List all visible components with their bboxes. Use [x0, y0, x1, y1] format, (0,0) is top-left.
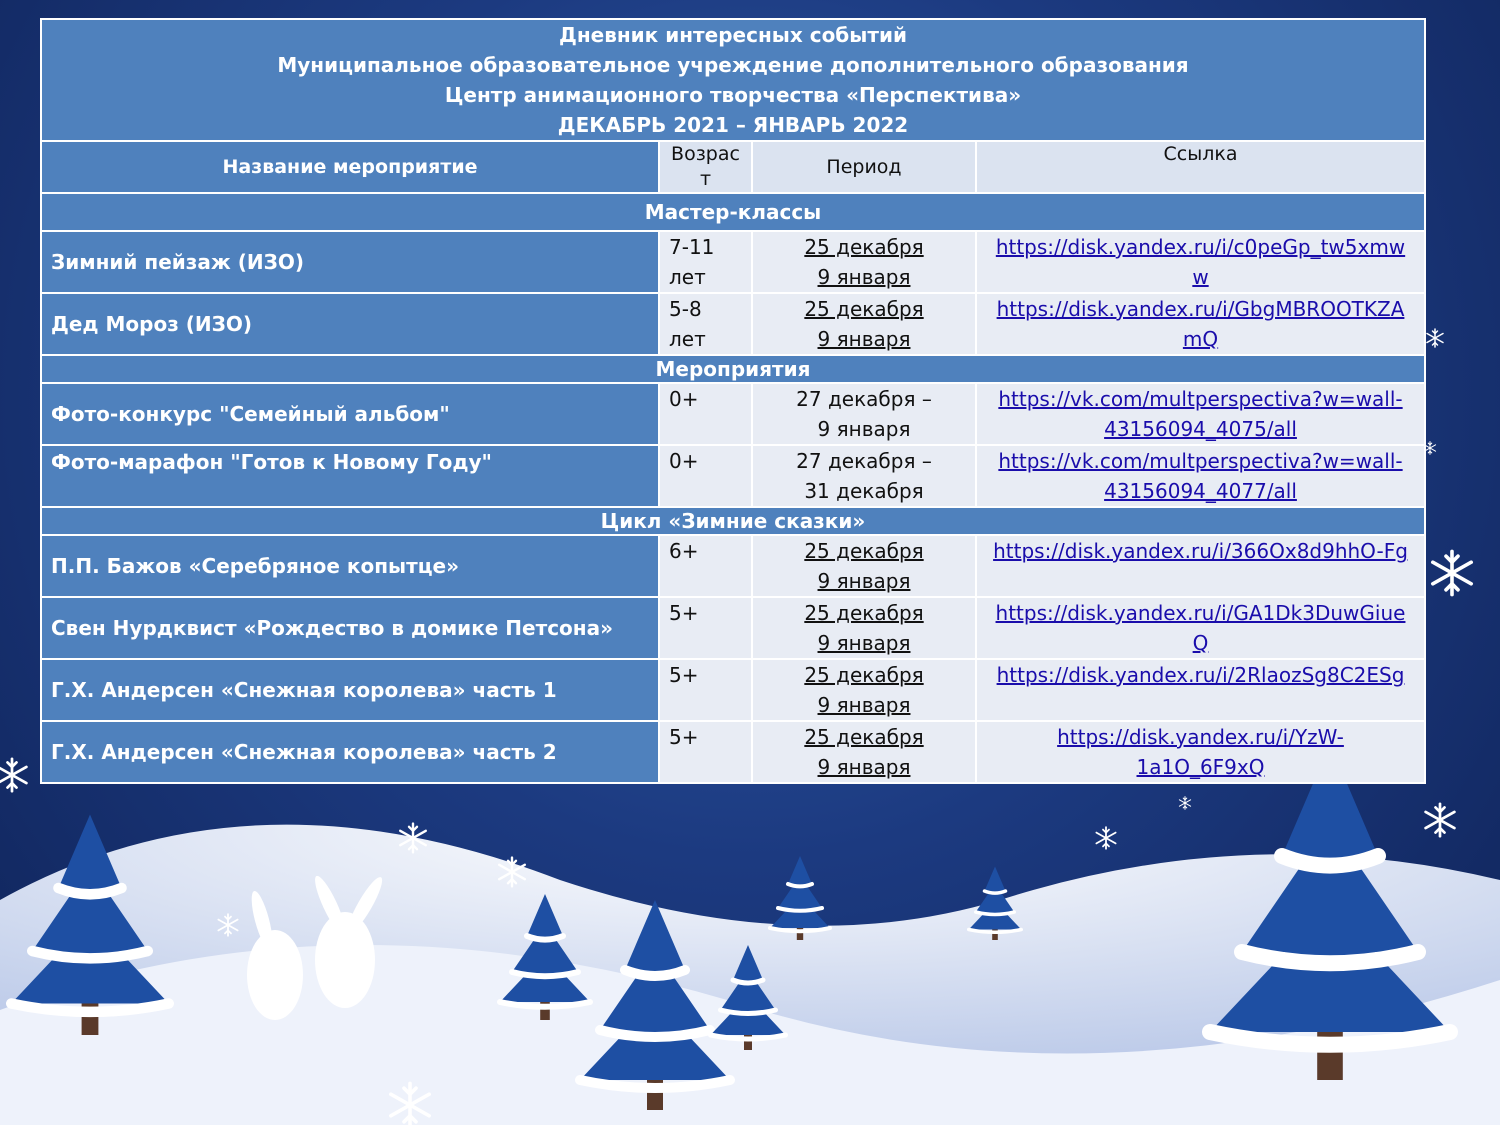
- table-row: [41, 721, 1425, 783]
- event-link-url[interactable]: https://vk.com/multperspectiva?w=wall- 43156094_4077/all: [998, 449, 1403, 503]
- event-name: Фото-марафон "Готов к Новому Году": [41, 445, 659, 507]
- table-row: [41, 597, 1425, 659]
- table-row: [41, 445, 1425, 507]
- event-link-url[interactable]: https://disk.yandex.ru/i/GA1Dk3DuwGiue Q: [995, 601, 1406, 655]
- event-link[interactable]: [976, 659, 1425, 721]
- header-period: ДЕКАБРЬ 2021 – ЯНВАРЬ 2022: [557, 113, 909, 137]
- column-header-link: Ссылка: [976, 141, 1425, 193]
- event-link-url[interactable]: https://disk.yandex.ru/i/GbgMBROOTKZA mQ: [996, 297, 1405, 351]
- event-period: 25 декабря 9 января: [752, 535, 976, 597]
- event-age: 5-8 лет: [659, 293, 752, 355]
- section-events: Мероприятия: [41, 355, 1425, 383]
- event-link[interactable]: [976, 597, 1425, 659]
- event-link[interactable]: [976, 445, 1425, 507]
- event-name: Свен Нурдквист «Рождество в домике Петсона»: [41, 597, 659, 659]
- column-header-age-line1: Возрас: [671, 143, 740, 165]
- event-link-url[interactable]: https://disk.yandex.ru/i/366Ox8d9hhO-Fg: [993, 539, 1408, 563]
- event-age: 5+: [659, 597, 752, 659]
- event-link[interactable]: [976, 383, 1425, 445]
- column-header-age: [659, 141, 752, 193]
- event-age: 0+: [659, 383, 752, 445]
- table-row: [41, 535, 1425, 597]
- table-row: [41, 383, 1425, 445]
- event-link[interactable]: [976, 293, 1425, 355]
- section-master-classes: Мастер-классы: [41, 193, 1425, 231]
- table-header: [41, 19, 1425, 141]
- event-name: П.П. Бажов «Серебряное копытце»: [41, 535, 659, 597]
- event-period: 25 декабря 9 января: [752, 597, 976, 659]
- event-age: 5+: [659, 721, 752, 783]
- event-link-url[interactable]: https://disk.yandex.ru/i/YzW- 1a1O_6F9xQ: [1057, 725, 1344, 779]
- events-table: [40, 18, 1426, 784]
- table-row: [41, 659, 1425, 721]
- event-period: 25 декабря 9 января: [752, 231, 976, 293]
- event-name: Г.Х. Андерсен «Снежная королева» часть 2: [41, 721, 659, 783]
- event-link-url[interactable]: https://vk.com/multperspectiva?w=wall- 43156094_4075/all: [998, 387, 1403, 441]
- event-name: Дед Мороз (ИЗО): [41, 293, 659, 355]
- event-period: 27 декабря – 9 января: [752, 383, 976, 445]
- header-title: Дневник интересных событий: [559, 23, 907, 47]
- event-age: 6+: [659, 535, 752, 597]
- event-link[interactable]: [976, 721, 1425, 783]
- event-period: 25 декабря 9 января: [752, 721, 976, 783]
- column-header-name: Название мероприятие: [41, 141, 659, 193]
- event-age: 5+: [659, 659, 752, 721]
- table-row: [41, 293, 1425, 355]
- table-row: [41, 231, 1425, 293]
- event-name: Фото-конкурс "Семейный альбом": [41, 383, 659, 445]
- section-winter-tales: Цикл «Зимние сказки»: [41, 507, 1425, 535]
- header-center: Центр анимационного творчества «Перспектива»: [444, 83, 1022, 107]
- event-period: 27 декабря – 31 декабря: [752, 445, 976, 507]
- header-organization: Муниципальное образовательное учреждение дополнительного образования: [277, 53, 1189, 77]
- column-header-period: Период: [752, 141, 976, 193]
- event-name: Зимний пейзаж (ИЗО): [41, 231, 659, 293]
- event-link-url[interactable]: https://disk.yandex.ru/i/2RlaozSg8C2ESg: [996, 663, 1405, 687]
- event-name: Г.Х. Андерсен «Снежная королева» часть 1: [41, 659, 659, 721]
- event-age: 7-11 лет: [659, 231, 752, 293]
- event-age: 0+: [659, 445, 752, 507]
- event-link[interactable]: [976, 231, 1425, 293]
- column-header-age-line2: т: [699, 168, 712, 190]
- event-period: 25 декабря 9 января: [752, 293, 976, 355]
- event-period: 25 декабря 9 января: [752, 659, 976, 721]
- event-link-url[interactable]: https://disk.yandex.ru/i/c0peGp_tw5xmw w: [995, 235, 1406, 289]
- event-link[interactable]: [976, 535, 1425, 597]
